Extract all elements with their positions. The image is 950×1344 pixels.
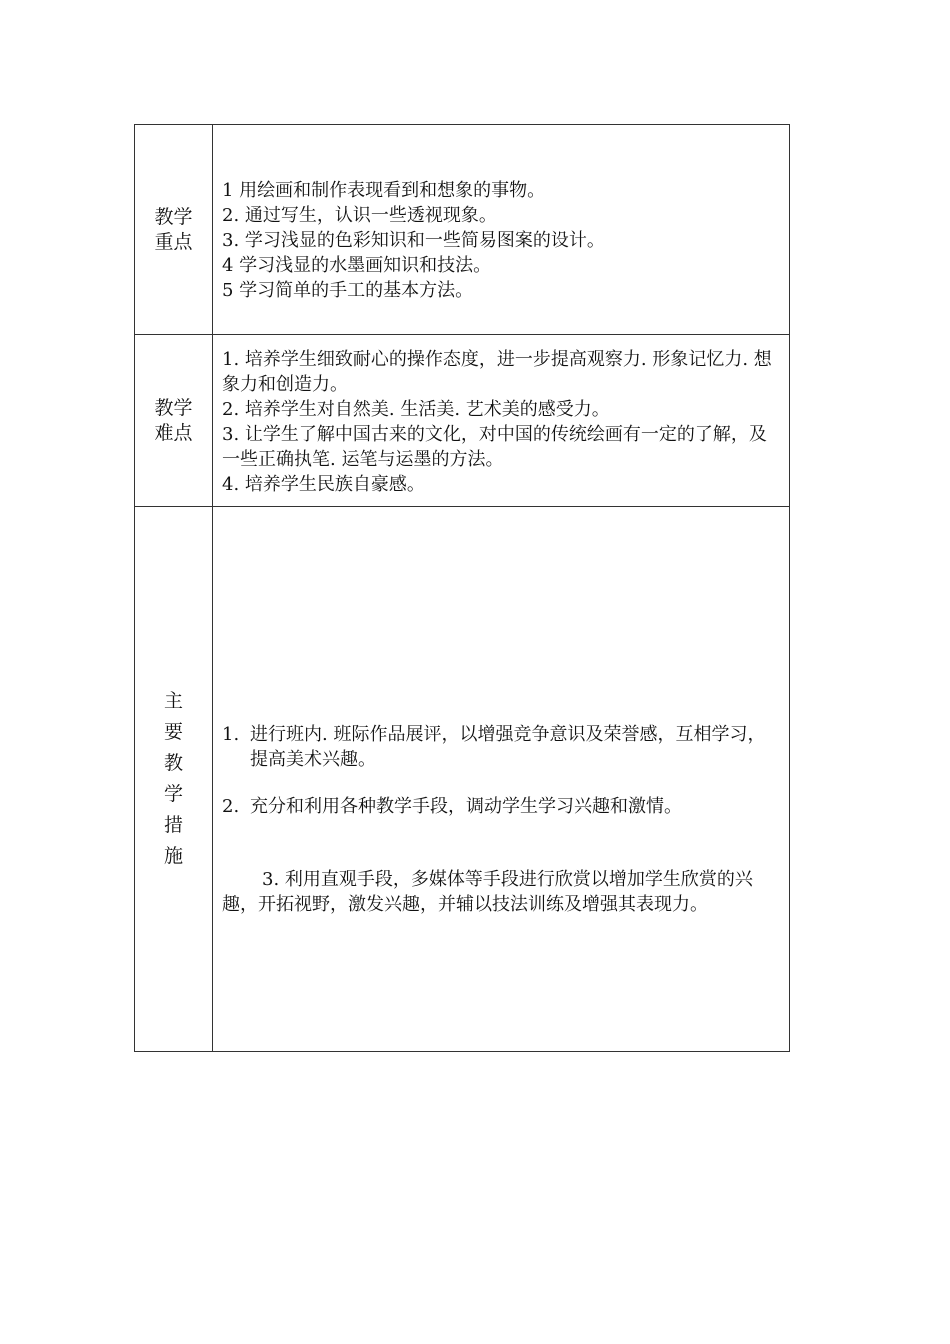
content-cell-measures — [213, 507, 790, 1052]
key-point-5: 5 学习简单的手工的基本方法。 — [222, 280, 474, 301]
label-cell-key-points — [135, 125, 213, 335]
difficulty-2: 2. 培养学生对自然美. 生活美. 艺术美的感受力。 — [222, 399, 610, 420]
key-point-2: 2. 通过写生，认识一些透视现象。 — [222, 205, 497, 226]
content-cell-difficulties — [213, 335, 790, 507]
content-cell-key-points — [213, 125, 790, 335]
label-cell-difficulties — [135, 335, 213, 507]
label-key-points: 教学重点 — [154, 205, 193, 253]
key-point-4: 4 学习浅显的水墨画知识和技法。 — [222, 255, 492, 276]
measure-number-1: 1. — [222, 723, 240, 745]
key-point-3: 3. 学习浅显的色彩知识和一些简易图案的设计。 — [222, 230, 605, 251]
plan-table — [134, 124, 790, 1052]
key-point-1: 1 用绘画和制作表现看到和想象的事物。 — [222, 180, 546, 201]
difficulty-3: 3. 让学生了解中国古来的文化，对中国的传统绘画有一定的了解，及一些正确执笔. 运笔与运墨的方法。 — [222, 424, 767, 470]
measure-item-1 — [222, 722, 783, 772]
label-cell-measures — [135, 507, 213, 1052]
measure-paragraph-3: 3. 利用直观手段，多媒体等手段进行欣赏以增加学生欣赏的兴趣，开拓视野，激发兴趣，并辅以技法训练及增强其表现力。 — [222, 868, 753, 915]
measure-text-2: 充分和利用各种教学手段，调动学生学习兴趣和激情。 — [250, 795, 682, 817]
difficulty-1: 1. 培养学生细致耐心的操作态度，进一步提高观察力. 形象记忆力. 想象力和创造力。 — [222, 349, 772, 395]
measure-item-2 — [222, 794, 783, 819]
table-row-key-points — [135, 125, 790, 335]
measure-text-1: 进行班内. 班际作品展评，以增强竞争意识及荣誉感，互相学习，提高美术兴趣。 — [250, 723, 766, 770]
label-measures: 主要教学措施 — [163, 690, 183, 867]
table-row-measures — [135, 507, 790, 1052]
difficulty-4: 4. 培养学生民族自豪感。 — [222, 474, 425, 495]
measure-number-2: 2. — [222, 795, 240, 817]
label-difficulties: 教学难点 — [154, 396, 193, 444]
table-row-difficulties — [135, 335, 790, 507]
